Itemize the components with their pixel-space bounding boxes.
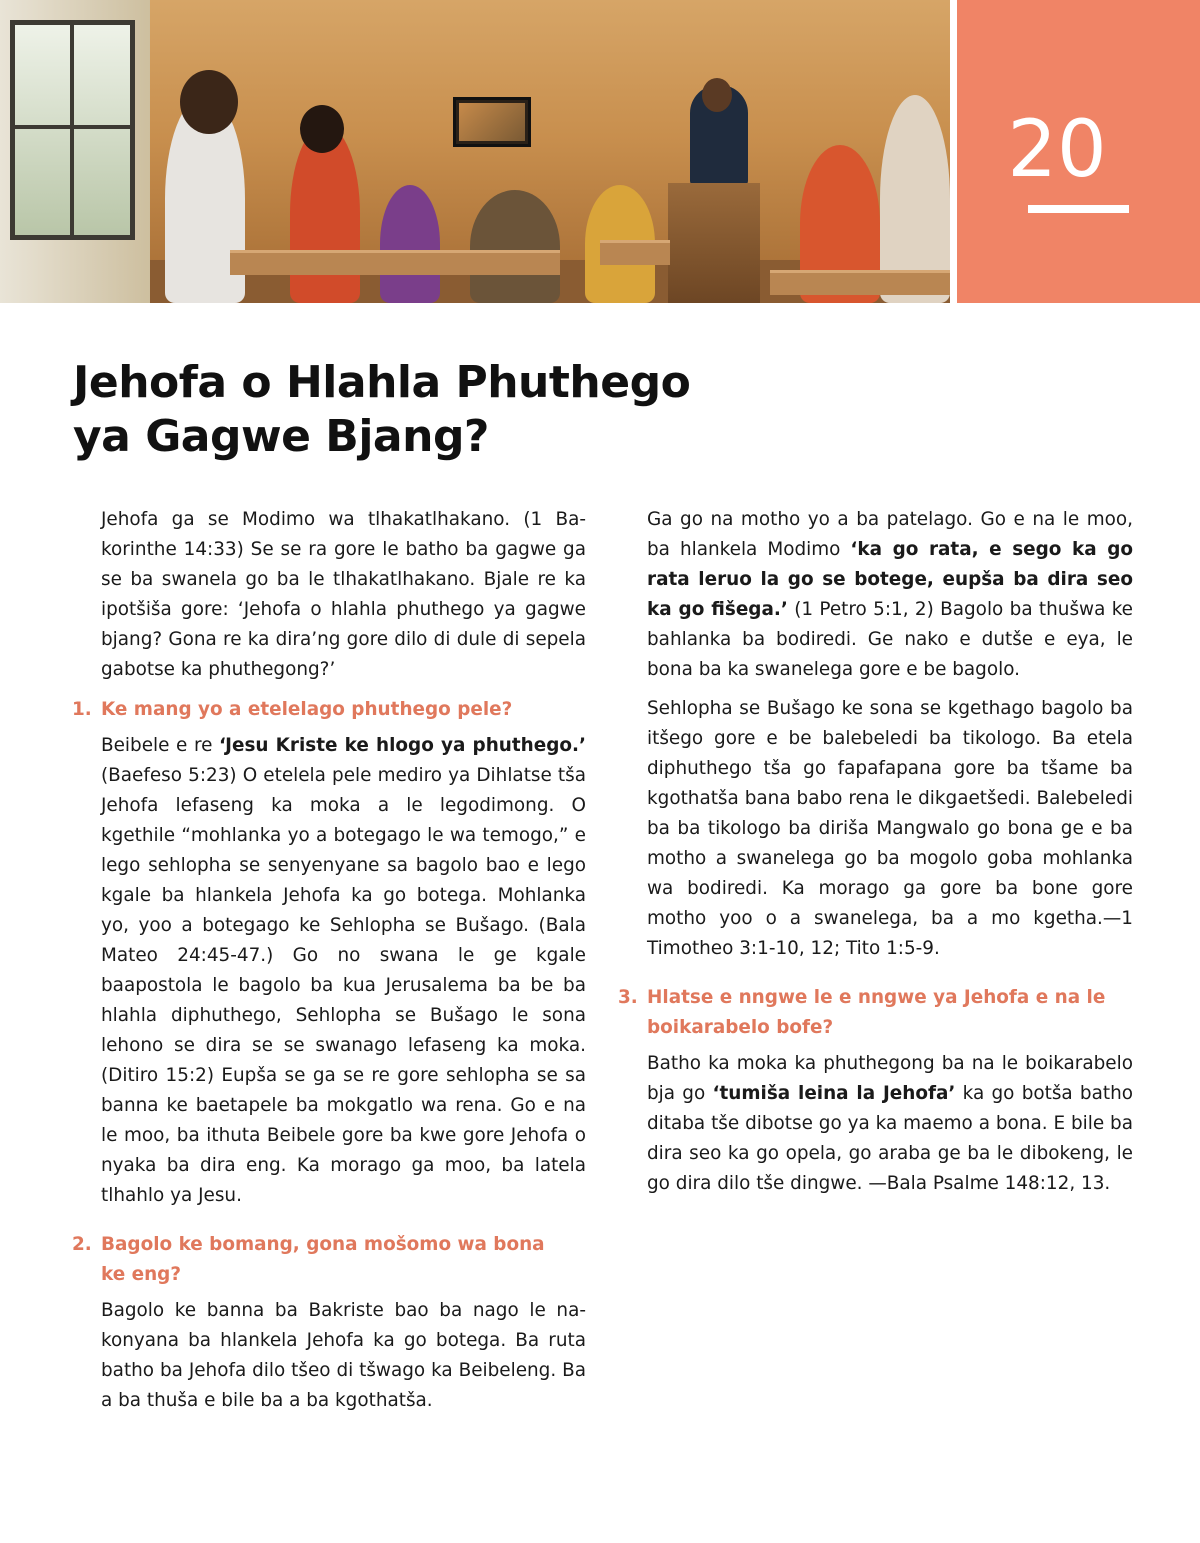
answer-bold-quote: ‘ka go rata, e sego ka go rata leruo la go se botege, eupša ba dira seo ka go fišega.’ xyxy=(647,539,1133,620)
podium xyxy=(668,183,760,303)
window xyxy=(10,20,135,240)
page-title-line-1: Jehofa o Hlahla Phuthego xyxy=(73,357,691,408)
question-text: Hlatse e nngwe le e nngwe ya Jehofa e na le boikarabelo bofe? xyxy=(647,987,1106,1038)
question-number: 2. xyxy=(72,1234,92,1255)
answer-paragraph-2c: Sehlopha se Bušago ke sona se kgethago bagolo ba itšego gore e be balebeledi ba tikologo. Ba etela diphuthego tša go fapafapana gore ba tšame ba kgothatša bana babo rena le dikgaetšedi. Balebeledi ba ba tikologo ba diriša Mangwalo go bona ge e ba motho a swanelega go ba mogolo goba mohlanka wa bodiredi. Ka morago ga gore ba bone gore motho yoo o a swanelega, ba a mo kgetha.—1 Timotheo 3:1-10, 12; Tito 1:5-9. xyxy=(647,698,1133,959)
bench xyxy=(230,250,560,275)
question-text: Ke mang yo a etelelago phuthego pele? xyxy=(101,699,513,720)
bench xyxy=(770,270,950,295)
tv-screen xyxy=(453,97,531,147)
audience-person xyxy=(470,190,560,303)
question-heading-3 xyxy=(618,983,1133,1043)
answer-paragraph-2a xyxy=(101,1296,586,1416)
audience-person xyxy=(380,185,440,303)
answer-bold-quote: ‘tumiša leina la Jehofa’ xyxy=(712,1083,956,1104)
answer-paragraph-3 xyxy=(647,1049,1133,1199)
answer-text: Batho ka moka ka phuthegong ba na le boikarabelo bja go xyxy=(647,1053,1133,1104)
page-title-line-2: ya Gagwe Bjang? xyxy=(73,411,489,462)
right-column xyxy=(618,505,1134,1199)
chapter-number: 20 xyxy=(1007,105,1107,195)
answer-text: Bagolo ke banna ba Bakriste bao ba nago le nakonyana ba hlankela Jehofa ka go botega. Ba ruta batho ba Jehofa dilo tšeo di tšwago ka Beibeleng. Ba a ba thuša e bile ba a ba kgothatša. xyxy=(101,1300,586,1411)
audience-person xyxy=(180,70,238,134)
left-column xyxy=(72,505,587,1416)
answer-text: Beibele e re xyxy=(101,735,220,756)
question-number: 3. xyxy=(618,987,638,1008)
intro-paragraph: Jehofa ga se Modimo wa tlhakatlhakano. (1 Bakorinthe 14:33) Se se ra gore le batho ba gagwe ga se ba swanela go ba le tlhakatlhakano. Bjale re ka ipotšiša gore: ‘Jehofa o hlahla phuthego ya gagwe bjang? Gona re ka dira’ng gore dilo di dule di sepela gabotse ka phuthegong?’ xyxy=(101,509,586,680)
congregation-meeting-photo xyxy=(0,0,950,303)
answer-paragraph-2b: Ga go na motho yo a ba patelago. Go e na le moo, ba hlankela Modimo ‘ka go rata, e sego ka go rata leruo la go se botege, eupša ba dira seo ka go fišega.’ (1 Petro 5:1, 2) Bagolo ba thušwa ke bahlanka ba bodiredi. Ge nako e dutše e eya, le bona ba ka swanelega gore e be bagolo. xyxy=(647,509,1134,680)
chapter-rule xyxy=(1028,205,1129,213)
question-heading-1 xyxy=(72,695,586,725)
audience-person xyxy=(300,105,344,153)
chapter-badge xyxy=(957,0,1200,303)
speaker-head xyxy=(702,78,732,112)
answer-paragraph-1 xyxy=(101,731,586,1211)
question-heading-2 xyxy=(72,1230,586,1290)
bench xyxy=(600,240,670,265)
page-title xyxy=(73,356,873,464)
question-number: 1. xyxy=(72,699,92,720)
answer-text: (1 Petro 5:1, 2) Bagolo ba thušwa ke bahlanka ba bodiredi. Ge nako e dutše e eya, le bona ba ka swanelega gore e be bagolo. xyxy=(647,599,1134,680)
tv-screen-image xyxy=(459,103,525,141)
answer-text: ka go botša batho ditaba tše dibotse go ya ka maemo a bona. E bile ba dira seo ka go opela, go araba ge ba le dibokeng, le go dira dilo tše dingwe. —Bala Psalme 148:12, 13. xyxy=(647,1083,1133,1194)
question-text: Bagolo ke bomang, gona mošomo wa bona ke eng? xyxy=(101,1234,545,1285)
answer-text: (Baefeso 5:23) O etelela pele mediro ya Dihlatse tša Jehofa lefaseng ka moka a le legodimong. O kgethile “mohlanka yo a botegago le wa temogo,” e lego sehlopha se senyenyane sa bagolo bao e lego kgale ba hlankela Jehofa ka go botega. Mohlanka yo, yoo a botegago ke Sehlopha se Bušago. (Bala Mateo 24:45-47.) Go no swana le ge kgale baapostola le bagolo ba kua Jerusalema ba be ba hlahla diphuthego, Sehlopha se Bušago le sona lehono se dira se se swanago lefaseng ka moka. (Ditiro 15:2) Eupša se ga se re gore sehlopha se sa banna ke baetapele ba mokgatlo wa rena. Go e na le moo, ba ithuta Beibele gore ba kwe gore Jehofa o nyaka ba dira eng. Ka morago ga moo, ba latela tlhahlo ya Jesu. xyxy=(101,765,586,1206)
answer-bold-quote: ‘Jesu Kriste ke hlogo ya phuthego.’ xyxy=(219,735,587,756)
